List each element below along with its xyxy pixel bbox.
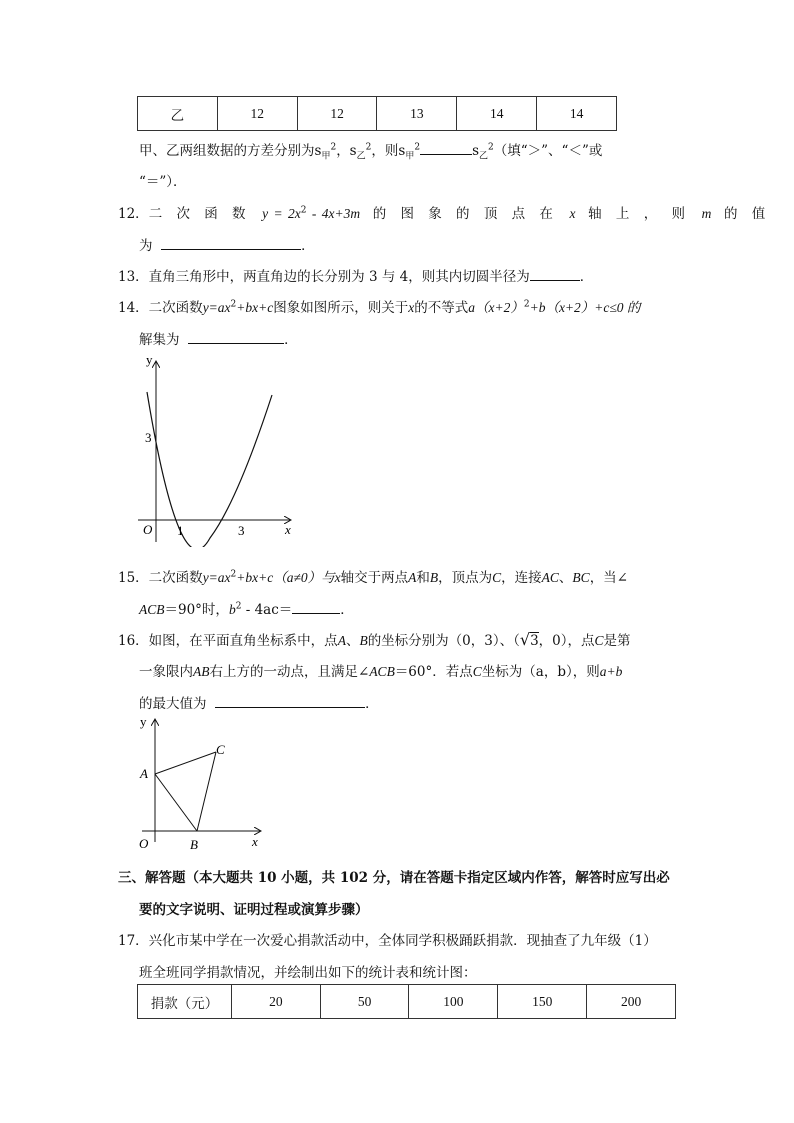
y-axis-label: y [146, 352, 153, 367]
q12-line1: 12．二 次 函 数 $y = 2x^2 - 4x+3m$ 的 图 象 的 顶 点 在 x 轴 上 ， 则 m 的 值 [118, 205, 770, 222]
donation-table [137, 984, 676, 1019]
table-cell-label: 捐款（元） [138, 985, 232, 1019]
tick-label-1: 1 [177, 523, 184, 538]
q15-line1: 15．二次函数$y=ax^2+bx+c(a\ne 0)$与x轴交于两点A和B，顶点为C，连接AC、BC，当∠ [118, 569, 628, 586]
q16-line1: 16．如图，在平面直角坐标系中，点A、B的坐标分别为（0，3）、（√3，0），点C是第 [118, 630, 631, 649]
answer-blank[interactable] [530, 266, 580, 281]
q16-line3: 的最大值为 ． [139, 692, 379, 712]
y-axis-label: y [140, 714, 147, 729]
q12-line2: 为 ． [139, 234, 315, 254]
table-cell: 12 [217, 97, 297, 131]
q17-line2: 班全班同学捐款情况，并绘制出如下的统计表和统计图： [139, 965, 477, 981]
x-axis-label: x [252, 834, 258, 849]
q16-line2: 一象限内AB右上方的一动点，且满足∠ACB＝60°．若点C坐标为（a，b），则a+b [139, 664, 623, 680]
q11-line1: 甲、乙两组数据的方差分别为$s_甲^2$，$s_乙^2$，则$s_甲^2$ $s_乙^2$（填“＞”、“＜”或 [139, 139, 602, 162]
y-intercept-label: 3 [145, 430, 152, 445]
q11-line2: “＝”）． [139, 174, 187, 190]
table-cell-label: 乙 [138, 97, 218, 131]
tick-label-3: 3 [238, 523, 245, 538]
parabola-graph [132, 352, 302, 547]
point-b-label: B [190, 837, 198, 852]
q15-line2: ACB＝90°时，$b^2 - 4ac=$ ． [139, 598, 354, 618]
parabola-curve [147, 392, 272, 547]
table-cell: 13 [377, 97, 457, 131]
table-cell: 100 [409, 985, 498, 1019]
table-cell: 50 [320, 985, 409, 1019]
segment-bc [197, 752, 216, 831]
answer-blank[interactable] [188, 329, 284, 344]
origin-label: O [139, 836, 149, 851]
data-table-yi [137, 96, 617, 131]
sqrt-sign: √ [519, 630, 531, 649]
point-c-label: C [216, 742, 225, 757]
table-row [138, 97, 617, 131]
segment-ac [155, 752, 216, 774]
answer-blank[interactable] [215, 693, 365, 708]
answer-blank[interactable] [292, 599, 340, 614]
table-cell: 12 [297, 97, 377, 131]
table-cell: 14 [457, 97, 537, 131]
q13-line: 13．直角三角形中，两直角边的长分别为 3 与 4，则其内切圆半径为 ． [118, 265, 593, 285]
answer-blank[interactable] [420, 140, 472, 155]
table-row [138, 985, 676, 1019]
table-cell: 200 [587, 985, 676, 1019]
q14-line2: 解集为 ． [139, 328, 298, 348]
origin-label: O [143, 522, 153, 537]
table-cell: 14 [537, 97, 617, 131]
triangle-graph [132, 712, 272, 857]
table-cell: 20 [232, 985, 321, 1019]
segment-ab [155, 774, 197, 831]
x-axis-label: x [285, 522, 291, 537]
answer-blank[interactable] [161, 235, 301, 250]
section-heading: 三、解答题（本大题共 10 小题，共 102 分，请在答题卡指定区域内作答，解答时应写出必 [118, 870, 670, 886]
q17-line1: 17．兴化市某中学在一次爱心捐款活动中，全体同学积极踊跃捐款．现抽查了九年级（1） [118, 933, 657, 949]
section-heading-line2: 要的文字说明、证明过程或演算步骤） [139, 902, 369, 918]
table-cell: 150 [498, 985, 587, 1019]
point-a-label: A [140, 766, 148, 781]
q14-line1: 14．二次函数$y=ax^2+bx+c$图象如图所示，则关于x的不等式$a(x+2)^2+b(x+2)+c\le 0$ 的 [118, 299, 641, 316]
